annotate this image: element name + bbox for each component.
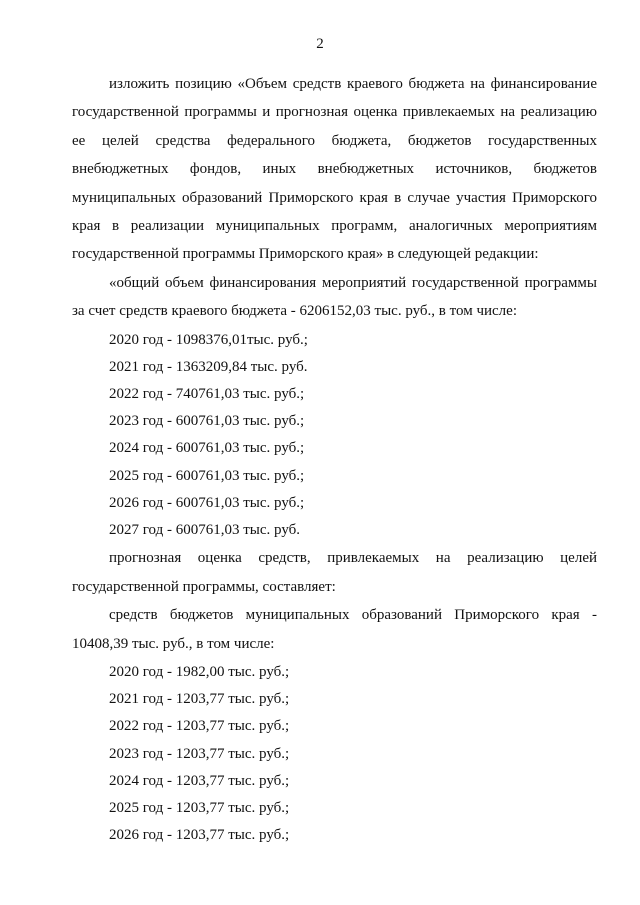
page-number: 2 xyxy=(316,36,324,52)
intro-paragraph: изложить позицию «Объем средств краевого бюджета на финансирование государственной программы и прогнозная оценка привлекаемых на реализацию ее целей средства федерального бюджета, бюджетов государственных внебюджетных фондов, иных внебюджетных источников, бюджетов муниципальных образований Приморского края в случае участия Приморского края в реализации муниципальных программ, аналогичных мероприятиям государственной программы Приморского края» в следующей редакции: xyxy=(72,76,597,263)
municipal-budget-year-item: 2020 год - 1982,00 тыс. руб.; xyxy=(109,663,290,680)
regional-budget-total-paragraph: «общий объем финансирования мероприятий государственной программы за счет средств краевого бюджета - 6206152,03 тыс. руб., в том числе: xyxy=(72,274,597,320)
municipal-budget-total-paragraph: средств бюджетов муниципальных образований Приморского края - 10408,39 тыс. руб., в том числе: xyxy=(72,607,597,652)
regional-budget-year-item: 2020 год - 1098376,01тыс. руб.; xyxy=(109,331,308,348)
regional-budget-year-item: 2024 год - 600761,03 тыс. руб.; xyxy=(109,440,305,457)
municipal-budget-year-item: 2025 год - 1203,77 тыс. руб.; xyxy=(109,799,290,816)
regional-budget-year-item: 2023 год - 600761,03 тыс. руб.; xyxy=(109,413,305,430)
regional-budget-year-item: 2025 год - 600761,03 тыс. руб.; xyxy=(109,467,305,484)
municipal-budget-year-item: 2024 год - 1203,77 тыс. руб.; xyxy=(109,772,290,789)
document-body xyxy=(72,70,597,849)
municipal-budget-year-item: 2021 год - 1203,77 тыс. руб.; xyxy=(109,691,290,708)
municipal-budget-year-item: 2022 год - 1203,77 тыс. руб.; xyxy=(109,718,290,735)
regional-budget-year-item: 2026 год - 600761,03 тыс. руб.; xyxy=(109,494,305,511)
municipal-budget-year-item: 2023 год - 1203,77 тыс. руб.; xyxy=(109,745,290,762)
regional-budget-year-item: 2022 год - 740761,03 тыс. руб.; xyxy=(109,386,305,403)
regional-budget-year-item: 2021 год - 1363209,84 тыс. руб. xyxy=(109,358,308,375)
regional-budget-year-item: 2027 год - 600761,03 тыс. руб. xyxy=(109,522,301,539)
forecast-intro-paragraph: прогнозная оценка средств, привлекаемых на реализацию целей государственной программы, составляет: xyxy=(72,550,597,595)
municipal-budget-year-item: 2026 год - 1203,77 тыс. руб.; xyxy=(109,827,290,844)
